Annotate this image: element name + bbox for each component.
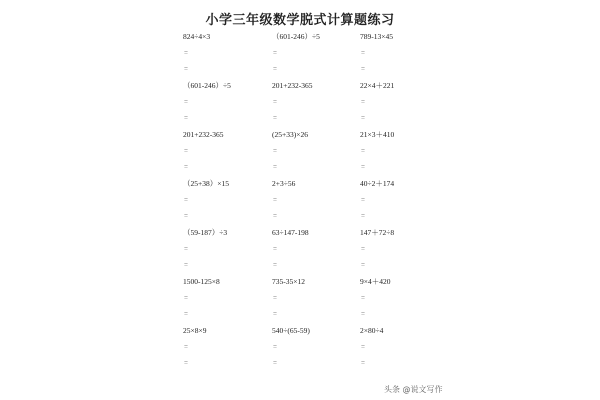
problem-expression: 9×4＋420 xyxy=(360,277,391,286)
equals-line: = xyxy=(184,294,188,302)
problem-expression: （601-246）÷5 xyxy=(183,81,231,90)
problem-item xyxy=(360,179,490,228)
equals-line: = xyxy=(361,343,365,351)
problem-expression: (25+33)×26 xyxy=(272,130,308,139)
problem-expression: 540÷(65-59) xyxy=(272,326,310,335)
problem-item xyxy=(360,32,490,81)
problem-expression: 1500-125×8 xyxy=(183,277,220,286)
equals-line: = xyxy=(184,98,188,106)
problem-item xyxy=(360,277,490,326)
problem-item xyxy=(360,228,490,277)
problem-expression: 147＋72÷8 xyxy=(360,228,395,237)
equals-line: = xyxy=(184,49,188,57)
problem-expression: 25×8×9 xyxy=(183,326,207,335)
equals-line: = xyxy=(184,163,188,171)
problem-expression: 2+3÷56 xyxy=(272,179,296,188)
problem-expression: 2×80÷4 xyxy=(360,326,384,335)
equals-line: = xyxy=(273,196,277,204)
equals-line: = xyxy=(273,294,277,302)
equals-line: = xyxy=(184,65,188,73)
equals-line: = xyxy=(361,310,365,318)
equals-line: = xyxy=(184,310,188,318)
equals-line: = xyxy=(184,343,188,351)
equals-line: = xyxy=(361,212,365,220)
problem-expression: 201+232-365 xyxy=(183,130,224,139)
problem-item xyxy=(360,130,490,179)
equals-line: = xyxy=(361,245,365,253)
equals-line: = xyxy=(361,196,365,204)
equals-line: = xyxy=(361,98,365,106)
equals-line: = xyxy=(184,147,188,155)
problem-column-3 xyxy=(360,32,490,375)
problem-item xyxy=(360,81,490,130)
equals-line: = xyxy=(273,343,277,351)
problem-expression: 201+232-365 xyxy=(272,81,313,90)
equals-line: = xyxy=(361,114,365,122)
problem-expression: （25+38）×15 xyxy=(183,179,229,188)
equals-line: = xyxy=(184,359,188,367)
equals-line: = xyxy=(273,310,277,318)
problem-expression: 735-35×12 xyxy=(272,277,305,286)
equals-line: = xyxy=(361,65,365,73)
equals-line: = xyxy=(361,163,365,171)
equals-line: = xyxy=(184,212,188,220)
problem-item xyxy=(360,326,490,375)
equals-line: = xyxy=(273,212,277,220)
problem-expression: 824÷4×3 xyxy=(183,32,211,41)
problem-expression: 63÷147-198 xyxy=(272,228,309,237)
equals-line: = xyxy=(273,245,277,253)
equals-line: = xyxy=(361,49,365,57)
problem-expression: 789-13×45 xyxy=(360,32,393,41)
watermark: 头条 @说文写作 xyxy=(384,385,443,394)
equals-line: = xyxy=(273,147,277,155)
equals-line: = xyxy=(273,359,277,367)
problem-expression: 40÷2＋174 xyxy=(360,179,395,188)
equals-line: = xyxy=(273,114,277,122)
problem-expression: （59-187）÷3 xyxy=(183,228,228,237)
equals-line: = xyxy=(184,245,188,253)
equals-line: = xyxy=(273,261,277,269)
problem-expression: 22×4＋221 xyxy=(360,81,395,90)
equals-line: = xyxy=(184,196,188,204)
equals-line: = xyxy=(361,147,365,155)
problem-expression: （601-246）÷5 xyxy=(272,32,320,41)
page-title: 小学三年级数学脱式计算题练习 xyxy=(205,12,395,27)
equals-line: = xyxy=(184,261,188,269)
equals-line: = xyxy=(273,163,277,171)
equals-line: = xyxy=(273,98,277,106)
equals-line: = xyxy=(184,114,188,122)
equals-line: = xyxy=(361,294,365,302)
equals-line: = xyxy=(273,65,277,73)
equals-line: = xyxy=(361,261,365,269)
equals-line: = xyxy=(361,359,365,367)
equals-line: = xyxy=(273,49,277,57)
problem-expression: 21×3＋410 xyxy=(360,130,395,139)
